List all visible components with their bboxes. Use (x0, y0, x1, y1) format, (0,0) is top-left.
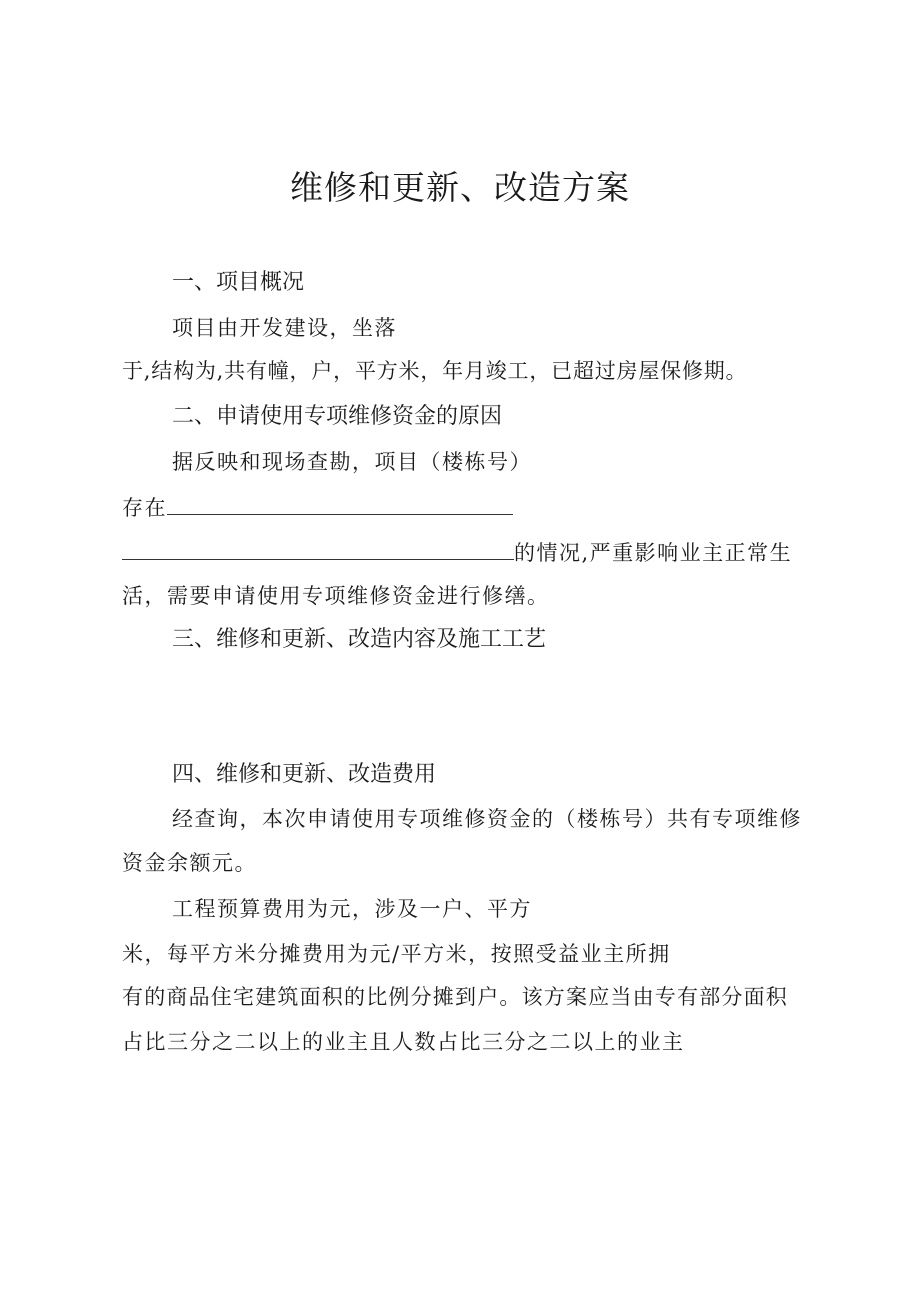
section-4-heading: 四、维修和更新、改造费用 (172, 762, 437, 787)
section-1-line-2: 于,结构为,共有幢，户，平方米，年月竣工，已超过房屋保修期。 (122, 359, 748, 383)
section-2-line-4: 活，需要申请使用专项维修资金进行修缮。 (122, 584, 550, 608)
section-1-line-1: 项目由开发建设，坐落 (172, 316, 397, 340)
section-4-line-2: 资金余额元。 (122, 851, 257, 875)
section-4-line-5: 有的商品住宅建筑面积的比例分摊到户。该方案应当由专有部分面积 (122, 985, 788, 1009)
section-3-heading: 三、维修和更新、改造内容及施工工艺 (172, 627, 547, 652)
fill-in-blank-1[interactable] (167, 492, 513, 515)
section-4-line-3: 工程预算费用为元，涉及一户、平方 (172, 897, 532, 921)
section-2-line-1: 据反映和现场查勘，项目（楼栋号） (172, 450, 532, 474)
section-2-line-2-prefix: 存在 (122, 496, 167, 520)
section-2-line-3 (122, 537, 792, 568)
section-2-line-2 (122, 492, 513, 523)
document-title: 维修和更新、改造方案 (290, 168, 630, 207)
section-1-heading: 一、项目概况 (172, 270, 305, 295)
section-4-line-6: 占比三分之二以上的业主且人数占比三分之二以上的业主 (122, 1030, 685, 1054)
section-4-line-4: 米，每平方米分摊费用为元/平方米，按照受益业主所拥 (122, 942, 671, 966)
section-4-line-1: 经查询，本次申请使用专项维修资金的（楼栋号）共有专项维修 (172, 807, 802, 831)
section-2-line-3-suffix: 的情况,严重影响业主正常生 (514, 541, 793, 565)
section-2-heading: 二、申请使用专项维修资金的原因 (172, 404, 503, 429)
fill-in-blank-2[interactable] (122, 537, 514, 560)
